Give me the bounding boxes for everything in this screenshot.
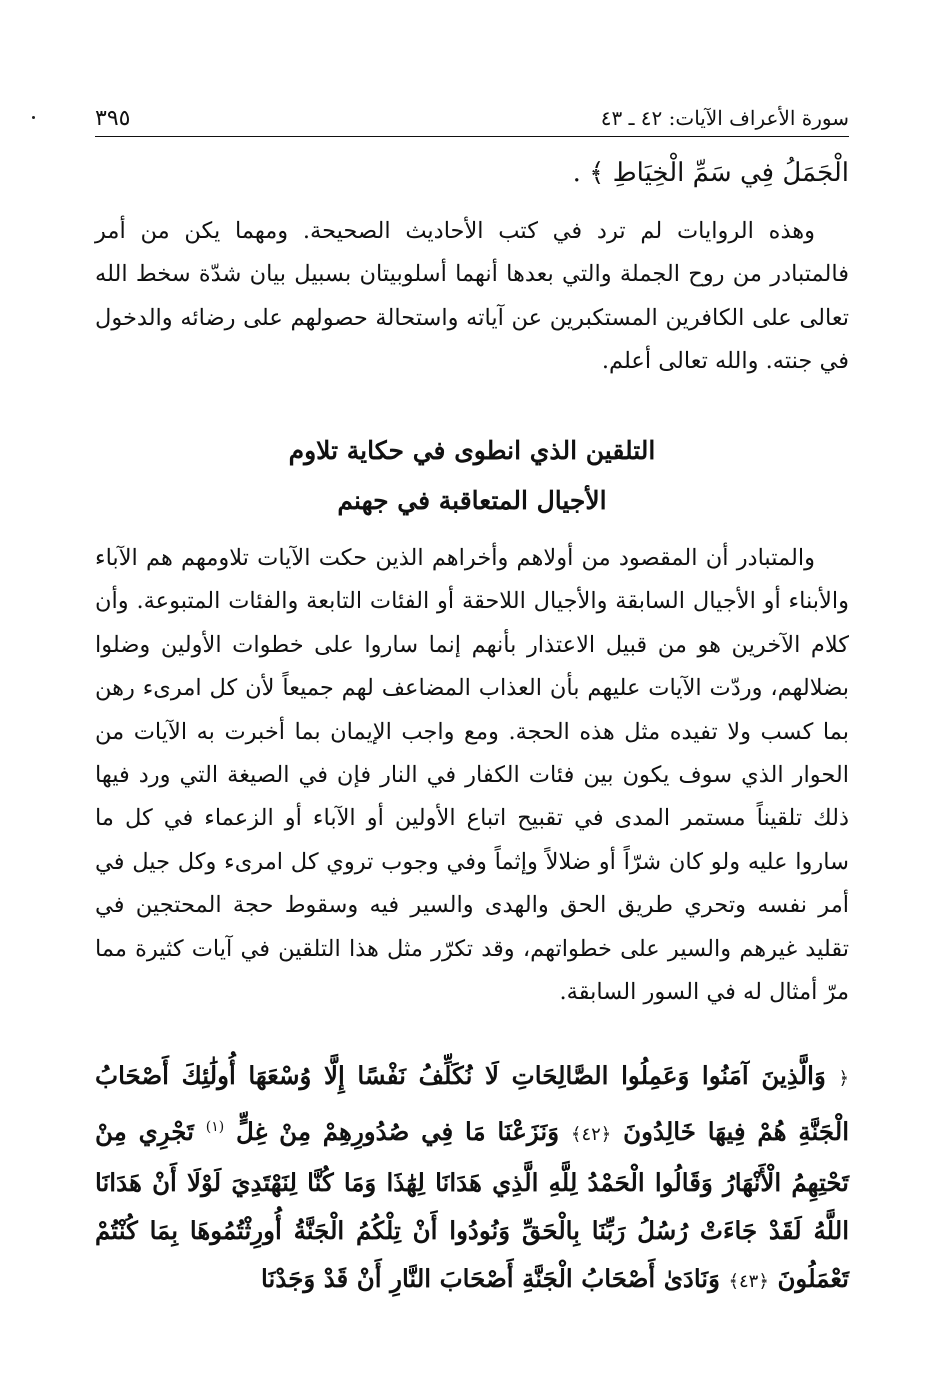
footnote-marker: (١) xyxy=(205,1119,225,1135)
paragraph-2 xyxy=(95,537,849,1014)
section-heading xyxy=(95,426,849,526)
section-heading-line-2: الأجيال المتعاقبة في جهنم xyxy=(337,486,607,515)
verse-tail-text: الْجَمَلُ فِي سَمِّ الْخِيَاطِ ﴾ . xyxy=(572,158,849,188)
paragraph-1-text: وهذه الروايات لم ترد في كتب الأحاديث الصحيحة. ومهما يكن من أمر فالمتبادر من روح الجملة والتي بعدها أنهما أسلوبيتان بسبيل بيان شدّة سخط الله تعالى على الكافرين المستكبرين عن آياته واستحالة حصولهم على رضائه والدخول في جنته. والله تعالى أعلم. xyxy=(95,218,849,375)
running-title: سورة الأعراف الآيات: ٤٢ ـ ٤٣ xyxy=(600,106,849,130)
verse-part-1: وَالَّذِينَ آمَنُوا وَعَمِلُوا الصَّالِحَاتِ لَا نُكَلِّفُ نَفْسًا إِلَّا وُسْعَهَا أُولَٰئِكَ أَصْحَابُ الْجَنَّةِ هُمْ فِيهَا خَالِدُونَ xyxy=(95,1061,850,1147)
paragraph-2-text: والمتبادر أن المقصود من أولاهم وأخراهم الذين حكت الآيات تلاومهم هم الآباء والأبناء أو الأجيال السابقة والأجيال اللاحقة أو الفئات التابعة والفئات المتبوعة. وأن كلام الآخرين هو من قبيل الاعتذار بأنهم إنما ساروا على خطوات الأولين وضلوا بضلالهم، وردّت الآيات عليهم بأن العذاب المضاعف لهم جميعاً لأن كل امرىء رهن بما كسب ولا تفيده مثل هذه الحجة. ومع واجب الإيمان بما أخبرت به الآيات من الحوار الذي سوف يكون بين فئات الكفار في النار فإن في الصيغة التي ورد فيها ذلك تلقيناً مستمر المدى في تقبيح اتباع الأولين أو الآباء أو الزعماء في كل ما ساروا عليه ولو كان شرّاً أو ضلالاً وإثماً وفي وجوب تروي كل امرىء وكل جيل في أمر نفسه وتحري طريق الحق والهدى والسير فيه وسقوط حجة المحتجين في تقليد غيرهم والسير على خطواتهم، وقد تكرّر مثل هذا التلقين في آيات كثيرة مما مرّ أمثال له في السور السابقة. xyxy=(95,545,849,1006)
paragraph-1 xyxy=(95,210,849,384)
quran-verse-block xyxy=(95,1052,849,1306)
verse-part-3: تَجْرِي مِنْ تَحْتِهِمُ الْأَنْهَارُ وَقَالُوا الْحَمْدُ لِلَّهِ الَّذِي هَدَانَا لِهَٰذَا وَمَا كُنَّا لِنَهْتَدِيَ لَوْلَا أَنْ هَدَانَا اللَّهُ لَقَدْ جَاءَتْ رُسُلُ رَبِّنَا بِالْحَقِّ وَنُودُوا أَنْ تِلْكُمُ الْجَنَّةُ أُورِثْتُمُوهَا بِمَا كُنْتُمْ تَعْمَلُونَ xyxy=(95,1117,849,1294)
section-heading-line-1: التلقين الذي انطوى في حكاية تلاوم xyxy=(288,436,656,465)
ayah-number-43: ﴿٤٣﴾ xyxy=(728,1271,769,1293)
stray-dot xyxy=(32,116,35,119)
verse-tail-line xyxy=(95,152,849,195)
ayah-number-42: ﴿٤٢﴾ xyxy=(570,1124,612,1146)
verse-open-mark: ﴿ xyxy=(838,1068,850,1089)
verse-part-2: وَنَزَعْنَا مَا فِي صُدُورِهِمْ مِنْ غِلٍّ xyxy=(236,1117,560,1147)
verse-part-4: وَنَادَىٰ أَصْحَابُ الْجَنَّةِ أَصْحَابَ النَّارِ أَنْ قَدْ وَجَدْنَا xyxy=(261,1264,720,1294)
page-number: ٣٩٥ xyxy=(95,105,131,131)
page-header xyxy=(95,100,849,137)
